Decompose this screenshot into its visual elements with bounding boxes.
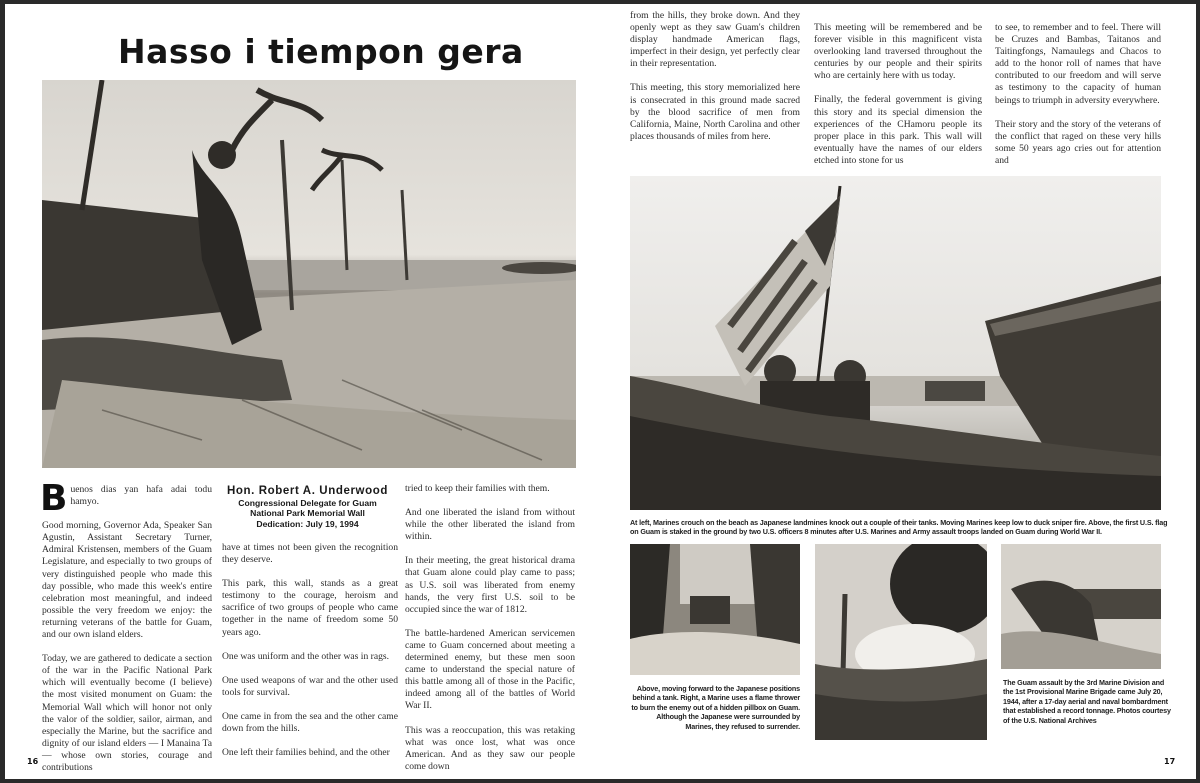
photo-flamethrower <box>815 544 987 740</box>
left-column-2 <box>222 542 398 771</box>
speaker-byline <box>215 485 400 529</box>
right-column-2 <box>814 22 982 179</box>
paragraph: tried to keep their families with them. <box>405 483 550 494</box>
page-number-right: 17 <box>1164 757 1176 766</box>
paragraph: Finally, the federal government is giving this story and its special dimension the experiences of the CHamoru people its proper place in this park. This wall will eventually have the names of our elders etched into stone for us <box>814 94 982 166</box>
main-photo-caption: At left, Marines crouch on the beach as Japanese landmines knock out a couple of their tanks. Moving Marines keep low to duck sniper fire. Above, the first U.S. flag on Guam is staked in the ground by two U.S. officers 8 minutes after U.S. Marines and Army assault troops landed on Guam during World War II. <box>630 518 1168 537</box>
article-title: Hasso i tiempon gera <box>118 32 524 71</box>
paragraph: And one liberated the island from without while the other liberated the island from within. <box>405 507 575 543</box>
paragraph: have at times not been given the recognition they deserve. <box>222 542 398 566</box>
paragraph: The battle-hardened American servicemen came to Guam concerned about meeting a determined enemy, but these men soon came to understand the special nature of this battle among all of those in the Pacific, indeed among all of the battles of World War II. <box>405 627 575 712</box>
tank-photo-caption: Above, moving forward to the Japanese positions behind a tank. Right, a Marine uses a flame thrower to burn the enemy out of a hidden pillbox on Guam. Although the Japanese were surrounded by Marines, they refused to surrender. <box>631 684 800 731</box>
paragraph: to see, to remember and to feel. There will be Cruzes and Bambas, Taitanos and Taitingfongs, Namaulegs and Chacos to add to the honor roll of names that have contributed to our freedom and will serve as testimony to the capacity of human beings to triumph in adversity everywhere. <box>995 22 1161 106</box>
paragraph: This park, this wall, stands as a great testimony to the courage, heroism and sacrifice of two groups of people who came together in the name of freedom some 50 years ago. <box>222 578 398 638</box>
left-column-1 <box>40 478 212 783</box>
photo-tank-jungle <box>630 544 800 675</box>
photo-flag-raising <box>630 176 1161 510</box>
greeting-paragraph: uenos dias yan hafa adai todu hamyo. <box>70 484 212 508</box>
paragraph: This meeting, this story memorialized here is consecrated in this ground made sacred by the blood sacrifice of men from California, Maine, North Carolina and other places thousands of miles from here. <box>630 82 800 142</box>
paragraph: One came in from the sea and the other came down from the hills. <box>222 710 398 735</box>
paragraph: One used weapons of war and the other used tools for survival. <box>222 674 398 698</box>
right-column-1 <box>630 10 800 155</box>
paragraph: This meeting will be remembered and be forever visible in this magnificent vista overlooking land traversed throughout the centuries by our people and their spirits who are certainly here with us today. <box>814 22 982 82</box>
paragraph: In their meeting, the great historical drama that Guam alone could play came to pass; as U.S. soil was liberated from enemy hands, the very first U.S. soil to be occupied since the war of 1812. <box>405 555 575 615</box>
photo-amphibious-tractor <box>1001 544 1161 669</box>
paragraph: Today, we are gathered to dedicate a section of the war in the Pacific National Park which will eventually become (I believe) the most visited monument on Guam: the Memorial Wall which will honor not only the valor of the soldier, sailor, airman, and especially the Marine, but the sacrifice and dignity of our island elders — I Manaina Ta — whose own stories, courage and contributions <box>42 653 212 773</box>
page-number-left: 16 <box>27 757 39 766</box>
speaker-title: Congressional Delegate for Guam <box>238 498 377 508</box>
left-column-3 <box>405 483 575 783</box>
event-date: Dedication: July 19, 1994 <box>256 518 359 529</box>
drop-cap: B <box>40 478 68 519</box>
right-column-3 <box>995 22 1161 179</box>
speaker-name: Hon. Robert A. Underwood <box>227 485 388 497</box>
paragraph: Good morning, Governor Ada, Speaker San Agustin, Assistant Secretary Turner, Admiral Kristensen, members of the Guam Legislature, and especially to two groups of very distinguished people who made this day possible, who made this week's entire celebration most meaningful, and indeed possible the very freedom we enjoy: the returning veterans of the battle for Guam, and our own island elders. <box>42 520 212 641</box>
paragraph: One left their families behind, and the other <box>222 747 390 759</box>
paragraph: Their story and the story of the veterans of the conflict that raged on these very hills some 50 years ago cries out for attention and <box>995 118 1161 166</box>
assault-photo-caption: The Guam assault by the 3rd Marine Division and the 1st Provisional Marine Brigade came July 20, 1944, after a 17-day aerial and naval bombardment that established a record tonnage. Photos courtesy of the U.S. National Archives <box>1003 678 1171 725</box>
paragraph: from the hills, they broke down. And they openly wept as they saw Guam's children display handmade American flags, imperfect in their design, yet perfectly clear in their representation. <box>630 10 800 70</box>
event-name: National Park Memorial Wall <box>250 508 365 519</box>
photo-beach-marines <box>42 80 576 468</box>
paragraph: This was a reoccupation, this was retaking what was once lost, what was once American. And as they saw our people come down <box>405 724 575 772</box>
paragraph: One was uniform and the other was in rags. <box>222 650 390 662</box>
